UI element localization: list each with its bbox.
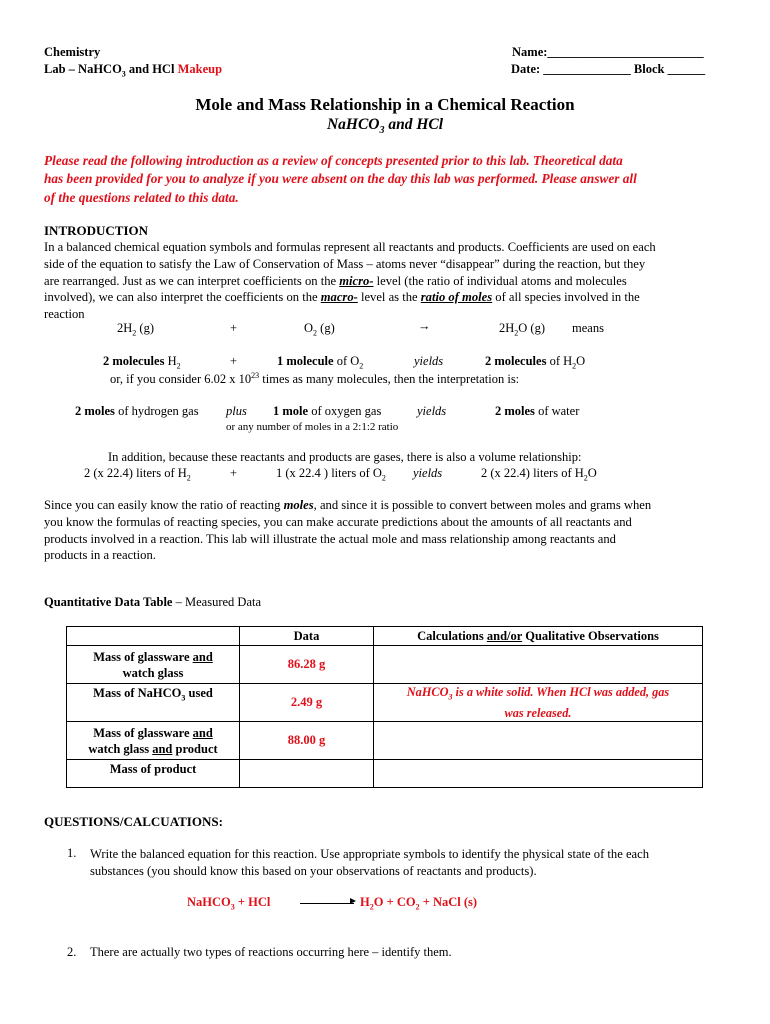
- q2-text: There are actually two types of reactions occurring here – identify them.: [90, 945, 452, 959]
- table-row: [67, 760, 703, 788]
- row-value[interactable]: 2.49 g: [240, 684, 374, 722]
- avogadro-line: or, if you consider 6.02 x $10^{23}$ times as many molecules, then the interpretation is:: [110, 371, 520, 387]
- page-title: Mole and Mass Relationship in a Chemical Reaction: [195, 95, 575, 114]
- eq-h2: $2H_2$ (g): [117, 321, 154, 338]
- row-label: Mass of glassware and watch glass: [67, 646, 240, 684]
- course-label: Chemistry: [44, 45, 101, 59]
- row-observation[interactable]: NaHCO$_3$ is a white solid. When HCl was added, gas was released.: [374, 684, 703, 722]
- row-observation[interactable]: [374, 760, 703, 788]
- data-table-caption: Quantitative Data Table – Measured Data: [44, 595, 262, 609]
- table-header-row: [67, 627, 703, 646]
- introduction-heading: INTRODUCTION: [44, 223, 149, 238]
- eq-o2: $O_2$ (g): [304, 321, 335, 338]
- eq-means: means: [572, 321, 604, 335]
- row-observation[interactable]: [374, 722, 703, 760]
- q1-text: Write the balanced equation for this reaction. Use appropriate symbols to identify the physical state of the each substances (you should know this based on your observations of reactants and products).: [90, 847, 650, 878]
- eq-plus: +: [230, 321, 238, 335]
- lab-label: Lab – NaHCO$_3$ and HCl Makeup: [44, 62, 223, 79]
- answer-arrow-icon: [300, 903, 354, 904]
- intro-note: Please read the following introduction as a review of concepts presented prior to this lab. Theoretical data has been provided for you to analyze if you were absent on the day this lab was performed. Please answer all of the questions related to this data.: [44, 153, 637, 205]
- q1-number: 1.: [67, 846, 77, 860]
- volume-h2: 2 (x 22.4) liters of $H_2$: [84, 466, 191, 483]
- molecules-h2o: 2 molecules of $H_2O$: [485, 354, 586, 371]
- volume-o2: 1 (x 22.4 ) liters of $O_2$: [276, 466, 386, 483]
- moles-h2: 2 moles of hydrogen gas: [75, 404, 199, 418]
- moles-plus: plus: [226, 404, 247, 418]
- moles-yields: yields: [417, 404, 447, 418]
- volume-intro: In addition, because these reactants and products are gases, there is also a volume relationship:: [108, 450, 582, 464]
- data-table: [66, 626, 703, 788]
- molecules-yields: yields: [414, 354, 444, 368]
- name-field[interactable]: Name:_________________________: [512, 45, 704, 59]
- table-row: [67, 684, 703, 722]
- row-value[interactable]: [240, 760, 374, 788]
- answer-arrowhead-icon: [350, 898, 356, 904]
- arrow-icon: →: [418, 319, 431, 333]
- row-value[interactable]: 88.00 g: [240, 722, 374, 760]
- row-value[interactable]: 86.28 g: [240, 646, 374, 684]
- row-label: Mass of glassware and watch glass and product: [67, 722, 240, 760]
- row-observation[interactable]: [374, 646, 703, 684]
- summary-text: Since you can easily know the ratio of reacting moles, and since it is possible to convert between moles and grams when you know the formulas of reacting species, you can make accurate predictions about the amounts of all reactants and products involved in a reaction. This lab will illustrate the actual mole and mass relationship among reactants and products in a reaction.: [44, 498, 652, 563]
- header-calculations: Calculations and/or Qualitative Observations: [374, 627, 703, 646]
- molecules-h2: 2 molecules $H_2$: [103, 354, 181, 371]
- answer-products: $H_2O + CO_2$ + NaCl (s): [360, 895, 478, 912]
- moles-o2: 1 mole of oxygen gas: [273, 404, 382, 418]
- table-row: [67, 722, 703, 760]
- table-row: [67, 646, 703, 684]
- row-label: Mass of product: [67, 760, 240, 788]
- volume-plus: +: [230, 466, 238, 480]
- eq-h2o: $2H_2O$ (g): [499, 321, 546, 338]
- makeup-label: Makeup: [177, 62, 223, 76]
- header-data: Data: [240, 627, 374, 646]
- ratio-note: or any number of moles in a 2:1:2 ratio: [226, 421, 399, 433]
- page-subtitle: NaHCO$_3$ and HCl: [326, 116, 444, 137]
- answer-reactants: NaHCO$_3$ + HCl: [187, 895, 271, 912]
- row-label: Mass of NaHCO$_3$ used: [67, 684, 240, 722]
- q2-number: 2.: [67, 945, 77, 959]
- moles-water: 2 moles of water: [495, 404, 580, 418]
- volume-h2o: 2 (x 22.4) liters of $H_2O$: [481, 466, 597, 483]
- molecules-o2: 1 molecule of $O_2$: [277, 354, 364, 371]
- molecules-plus: +: [230, 354, 238, 368]
- volume-yields: yields: [413, 466, 443, 480]
- header-empty-cell: [67, 627, 240, 646]
- date-block-field[interactable]: Date: ______________ Block ______: [511, 62, 706, 76]
- introduction-text: In a balanced chemical equation symbols and formulas represent all reactants and products. Coefficients are used on each side of the equation to satisfy the Law of Conservation of Mass – atoms never “disappear” during the reaction, but they are rearranged. Just as we can interpret coefficients on the micro- level (the ratio of individual atoms and molecules involved), we can also interpret the coefficients on the macro- level as the ratio of moles of all species involved in the reaction: [44, 240, 656, 322]
- questions-heading: QUESTIONS/CALCUATIONS:: [44, 814, 223, 829]
